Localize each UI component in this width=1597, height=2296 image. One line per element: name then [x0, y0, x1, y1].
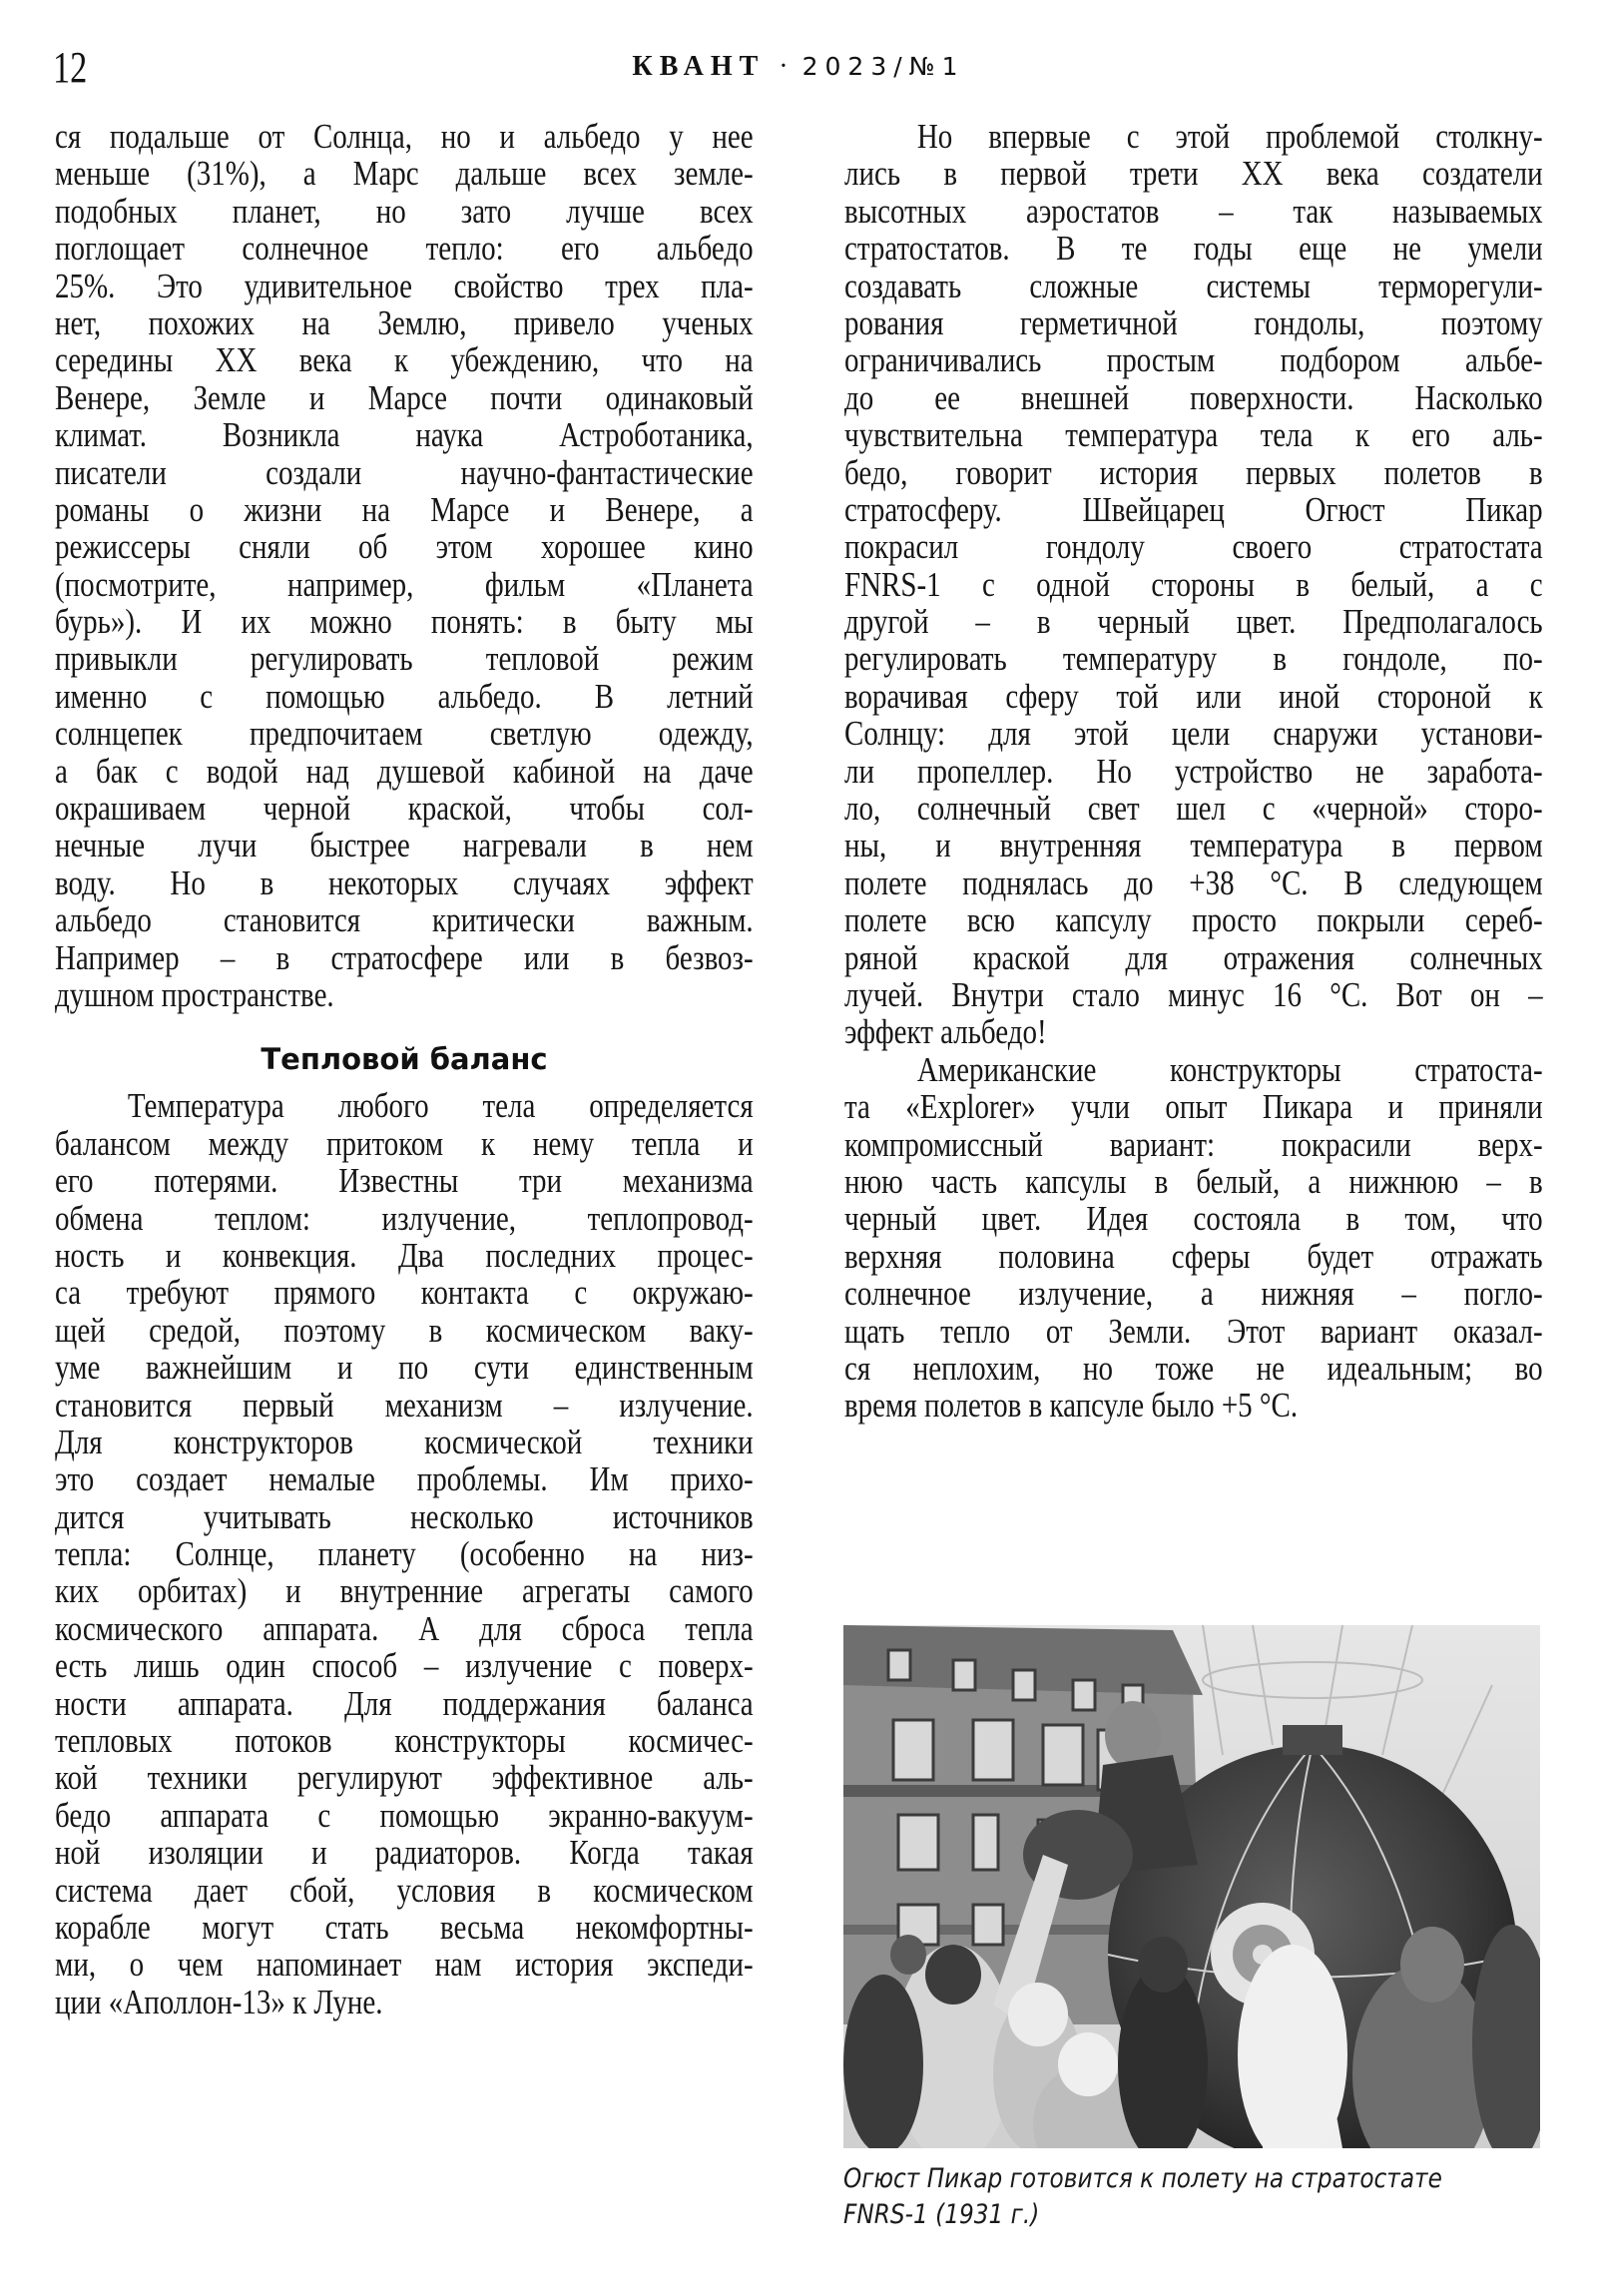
text-line — [844, 715, 1543, 752]
text-line — [844, 1013, 1543, 1050]
text-line-content: балансом между притоком к нему тепла и — [55, 1123, 754, 1163]
text-line-content: солнечное излучение, а нижняя – погло- — [844, 1274, 1543, 1314]
text-line-content: чувствительна температура тела к его аль- — [844, 415, 1543, 455]
text-line — [55, 1424, 754, 1460]
text-line-content: система дает сбой, условия в космическом — [55, 1870, 754, 1910]
text-line — [55, 230, 754, 267]
text-line-content: ции «Аполлон-13» к Луне. — [55, 1982, 383, 2021]
text-line — [55, 1349, 754, 1386]
text-line — [55, 976, 754, 1013]
photo-caption — [843, 2161, 1562, 2233]
text-line — [55, 304, 754, 341]
text-line — [844, 230, 1543, 267]
text-line-content: стратосферу. Швейцарец Огюст Пикар — [844, 489, 1543, 529]
text-line — [844, 1350, 1543, 1387]
text-line — [844, 603, 1543, 640]
paragraph-stratostats — [844, 118, 1543, 1051]
text-line-content: регулировать температуру в гондоле, по- — [844, 639, 1543, 679]
text-line-content: ли пропеллер. Но устройство не заработа- — [844, 751, 1543, 791]
text-line — [55, 1387, 754, 1424]
text-line-content: космического аппарата. А для сброса тепла — [55, 1608, 754, 1648]
text-line-content: FNRS-1 с одной стороны в белый, а с — [844, 564, 1543, 604]
text-line-content: до ее внешней поверхности. Насколько — [844, 377, 1543, 417]
text-line — [55, 341, 754, 378]
text-line — [55, 1647, 754, 1684]
text-line-content: режиссеры сняли об этом хорошее кино — [55, 527, 754, 567]
text-line — [844, 1275, 1543, 1312]
text-line — [55, 827, 754, 863]
text-line-content: Солнцу: для этой цели снаружи установи- — [844, 714, 1543, 754]
text-line-content: середины XX века к убеждению, что на — [55, 340, 754, 380]
text-line — [55, 1274, 754, 1311]
text-line — [55, 1610, 754, 1647]
text-line — [55, 1685, 754, 1722]
text-line — [844, 976, 1543, 1013]
text-line — [844, 1051, 1543, 1088]
text-line — [844, 790, 1543, 827]
text-line-content: корабле могут стать весьма некомфортны- — [55, 1907, 754, 1947]
text-line — [55, 603, 754, 640]
text-line-content: высотных аэростатов – так называемых — [844, 191, 1543, 231]
text-line — [844, 827, 1543, 863]
running-head — [599, 47, 998, 87]
text-line — [55, 416, 754, 453]
text-line-content: окрашиваем черной краской, чтобы сол- — [55, 789, 754, 829]
text-line-content: альбедо становится критически важным. — [55, 900, 754, 940]
text-line — [55, 1200, 754, 1237]
text-line — [55, 753, 754, 790]
text-line — [55, 1535, 754, 1572]
text-line-content: кой техники регулируют эффективное аль- — [55, 1758, 754, 1798]
text-line — [55, 678, 754, 715]
text-line-content: щей средой, поэтому в космическом ваку- — [55, 1310, 754, 1350]
text-line — [55, 155, 754, 192]
text-line-content: ми, о чем напоминает нам история экспеди- — [55, 1945, 754, 1985]
text-line-content: ности аппарата. Для поддержания баланса — [55, 1683, 754, 1723]
caption-line: FNRS-1 (1931 г.) — [843, 2199, 1040, 2230]
text-line-content: ких орбитах) и внутренние агрегаты самого — [55, 1571, 754, 1611]
text-line — [55, 939, 754, 976]
text-line-content: меньше (31%), а Марс дальше всех земле- — [55, 154, 754, 194]
text-line-content: писатели создали научно-фантастические — [55, 452, 754, 492]
text-line — [844, 528, 1543, 565]
text-line-content: (посмотрите, например, фильм «Планета — [55, 564, 754, 604]
text-line-content: бедо аппарата с помощью экранно-вакуум- — [55, 1795, 754, 1835]
journal-title: КВАНТ — [632, 51, 766, 82]
text-line — [55, 379, 754, 416]
text-line-content: нечные лучи быстрее нагревали в нем — [55, 826, 754, 865]
text-line — [55, 491, 754, 528]
photo-image — [843, 1625, 1540, 2148]
text-line-content: нет, похожих на Землю, привело ученых — [55, 302, 754, 342]
text-line-content: создавать сложные системы терморегули- — [844, 266, 1543, 305]
text-line-content: нюю часть капсулы в белый, а нижнюю – в — [844, 1161, 1543, 1201]
text-line-content: это создает немалые проблемы. Им прихо- — [55, 1459, 754, 1499]
text-line — [55, 640, 754, 677]
text-line — [55, 1797, 754, 1834]
text-line-content: а бак с водой над душевой кабиной на даче — [55, 751, 754, 791]
text-line — [55, 1834, 754, 1871]
text-line-content: уме важнейшим и по сути единственным — [55, 1348, 754, 1388]
left-column — [55, 118, 754, 2020]
text-line-content: поглощает солнечное тепло: его альбедо — [55, 229, 754, 269]
text-line-content: ряной краской для отражения солнечных — [844, 937, 1543, 977]
text-line-content: воду. Но в некоторых случаях эффект — [55, 862, 754, 902]
text-line — [844, 304, 1543, 341]
text-line-content: ло, солнечный свет шел с «черной» сторо- — [844, 789, 1543, 829]
text-line-content: компромиссный вариант: покрасили верх- — [844, 1124, 1543, 1164]
text-line-content: Например – в стратосфере или в безвоз- — [55, 937, 754, 977]
text-line-content: ся подальше от Солнца, но и альбедо у нее — [55, 117, 754, 156]
text-line — [55, 193, 754, 230]
text-line-content: рования герметичной гондолы, поэтому — [844, 302, 1543, 342]
text-line-content: Для конструкторов космической техники — [55, 1422, 754, 1461]
text-line — [55, 118, 754, 155]
text-line — [844, 678, 1543, 715]
caption-line: Огюст Пикар готовится к полету на стратостате — [843, 2163, 1442, 2194]
text-line — [844, 193, 1543, 230]
text-line — [844, 491, 1543, 528]
text-line — [844, 1163, 1543, 1200]
text-line-content: ограничивались простым подбором альбе- — [844, 340, 1543, 380]
text-line-content: Венере, Земле и Марсе почти одинаковый — [55, 377, 754, 417]
right-column — [844, 118, 1543, 1425]
text-line-content: обмена теплом: излучение, теплопровод- — [55, 1198, 754, 1238]
text-line — [844, 341, 1543, 378]
text-line-content: полете всю капсулу просто покрыли сереб- — [844, 900, 1543, 940]
text-line — [55, 528, 754, 565]
paragraph-thermal-balance — [55, 1087, 754, 2020]
text-line — [55, 864, 754, 901]
text-line-content: Но впервые с этой проблемой столкну- — [916, 117, 1543, 156]
text-line — [844, 566, 1543, 603]
text-line-content: бедо, говорит история первых полетов в — [844, 452, 1543, 492]
text-line — [844, 864, 1543, 901]
text-line-content: лучей. Внутри стало минус 16 °С. Вот он – — [844, 974, 1543, 1014]
text-line — [55, 1759, 754, 1796]
text-line-content: ной изоляции и радиаторов. Когда такая — [55, 1833, 754, 1873]
text-line — [55, 1125, 754, 1162]
text-line-content: покрасил гондолу своего стратостата — [844, 527, 1543, 567]
text-line — [55, 1572, 754, 1609]
text-line — [55, 1087, 754, 1124]
text-line-content: Температура любого тела определяется — [127, 1086, 754, 1126]
text-line — [55, 715, 754, 752]
text-line — [844, 268, 1543, 304]
text-line — [55, 1162, 754, 1199]
text-line — [55, 1872, 754, 1909]
text-line — [55, 1722, 754, 1759]
text-line-content: полете поднялась до +38 °С. В следующем — [844, 862, 1543, 902]
section-heading: Тепловой баланс — [261, 1042, 548, 1077]
text-line-content: Американские конструкторы стратоста- — [916, 1049, 1543, 1089]
text-line — [55, 1984, 754, 2020]
text-line — [844, 1238, 1543, 1275]
text-line-content: душном пространстве. — [55, 974, 334, 1014]
running-head-separator: · — [779, 51, 789, 82]
paragraph-intro — [55, 118, 754, 1013]
text-line-content: ворачивая сферу той или иной стороной к — [844, 676, 1543, 716]
text-line-content: бурь»). И их можно понять: в быту мы — [55, 602, 754, 642]
text-line-content: время полетов в капсуле было +5 °С. — [844, 1386, 1299, 1426]
text-line — [55, 1312, 754, 1349]
text-line — [55, 1237, 754, 1274]
photo-piccard-fnrs1 — [843, 1625, 1540, 2148]
text-line-content: верхняя половина сферы будет отражать — [844, 1236, 1543, 1276]
text-line — [55, 1460, 754, 1497]
text-line — [844, 118, 1543, 155]
text-line-content: романы о жизни на Марсе и Венере, а — [55, 489, 754, 529]
text-line — [55, 566, 754, 603]
text-line-content: щать тепло от Земли. Этот вариант оказал- — [844, 1311, 1543, 1351]
text-line — [844, 1387, 1543, 1424]
text-line — [844, 1126, 1543, 1163]
text-line-content: дится учитывать несколько источников — [55, 1496, 754, 1536]
text-line-content: стратостатов. В те годы еще не умели — [844, 229, 1543, 269]
text-line-content: его потерями. Известны три механизма — [55, 1161, 754, 1201]
text-line-content: эффект альбедо! — [844, 1012, 1047, 1052]
text-line — [55, 790, 754, 827]
text-line-content: ны, и внутренняя температура в первом — [844, 826, 1543, 865]
text-line — [844, 1088, 1543, 1125]
text-line-content: та «Explorer» учли опыт Пикара и приняли — [844, 1087, 1543, 1127]
text-line — [55, 1498, 754, 1535]
text-line — [844, 753, 1543, 790]
text-line — [844, 155, 1543, 192]
text-line — [844, 416, 1543, 453]
text-line-content: ность и конвекция. Два последних процес- — [55, 1235, 754, 1275]
text-line — [844, 454, 1543, 491]
page-number: 12 — [53, 43, 88, 92]
text-line — [55, 268, 754, 304]
text-line-content: именно с помощью альбедо. В летний — [55, 676, 754, 716]
text-line-content: солнцепек предпочитаем светлую одежду, — [55, 714, 754, 754]
text-line — [55, 454, 754, 491]
text-line-content: тепловых потоков конструкторы космичес- — [55, 1721, 754, 1761]
paragraph-explorer — [844, 1051, 1543, 1425]
text-line-content: черный цвет. Идея состояла в том, что — [844, 1199, 1543, 1239]
text-line-content: есть лишь один способ – излучение с поверх- — [55, 1646, 754, 1686]
text-line — [844, 1200, 1543, 1237]
text-line — [55, 1946, 754, 1983]
text-line — [844, 640, 1543, 677]
text-line-content: климат. Возникла наука Астроботаника, — [55, 415, 754, 455]
text-line — [844, 379, 1543, 416]
text-line — [844, 1313, 1543, 1350]
text-line-content: ся неплохим, но тоже не идеальным; во — [844, 1348, 1543, 1388]
text-line — [844, 939, 1543, 976]
text-line-content: 25%. Это удивительное свойство трех пла- — [55, 266, 754, 305]
text-line-content: са требуют прямого контакта с окружаю- — [55, 1273, 754, 1313]
issue-number: 2023/№1 — [801, 52, 965, 81]
text-line-content: подобных планет, но зато лучше всех — [55, 191, 754, 231]
text-line-content: другой – в черный цвет. Предполагалось — [844, 602, 1543, 642]
text-line — [55, 901, 754, 938]
text-line — [55, 1909, 754, 1946]
text-line-content: становится первый механизм – излучение. — [55, 1385, 754, 1425]
text-line-content: привыкли регулировать тепловой режим — [55, 639, 754, 679]
text-line — [844, 901, 1543, 938]
text-line-content: тепла: Солнце, планету (особенно на низ- — [55, 1534, 754, 1574]
text-line-content: лись в первой трети XX века создатели — [844, 154, 1543, 194]
